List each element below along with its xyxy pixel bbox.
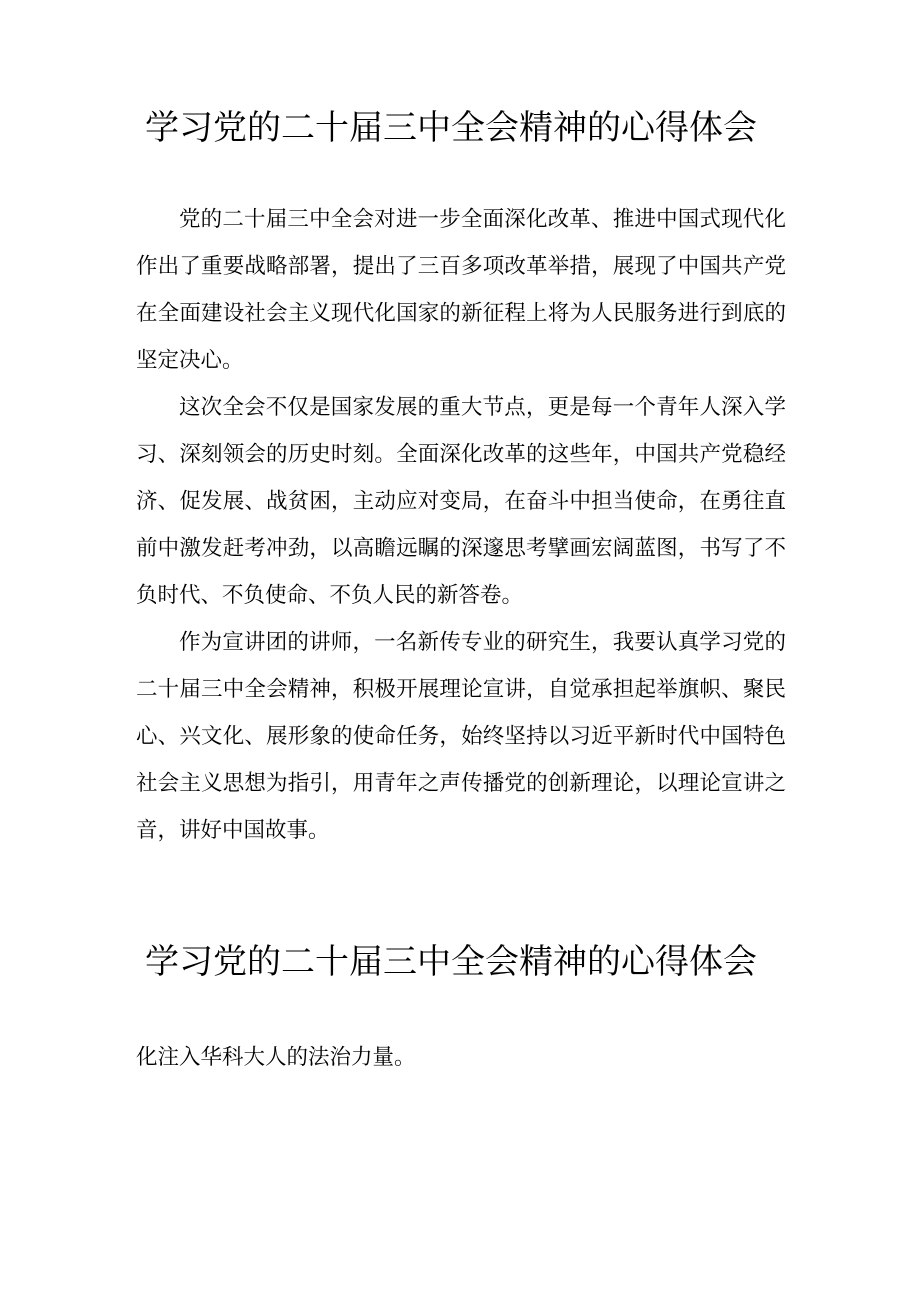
- paragraph-3: 作为宣讲团的讲师，一名新传专业的研究生，我要认真学习党的二十届三中全会精神，积极开展理论宣讲，自觉承担起举旗帜、聚民心、兴文化、展形象的使命任务，始终坚持以习近平新时代中国特色社会主义思想为指引，用青年之声传播党的创新理论，以理论宣讲之音，讲好中国故事。: [136, 630, 786, 843]
- continuation-text: 化注入华科大人的法治力量。: [136, 1045, 416, 1070]
- page-title: 学习党的二十届三中全会精神的心得体会: [145, 108, 757, 148]
- paragraph-2: 这次全会不仅是国家发展的重大节点，更是每一个青年人深入学习、深刻领会的历史时刻。全面深化改革的这些年，中国共产党稳经济、促发展、战贫困，主动应对变局，在奋斗中担当使命，在勇往直前中激发赶考冲劲，以高瞻远瞩的深邃思考擘画宏阔蓝图，书写了不负时代、不负使命、不负人民的新答卷。: [136, 395, 786, 608]
- article-body: [136, 196, 786, 854]
- second-page-title: 学习党的二十届三中全会精神的心得体会: [145, 942, 757, 982]
- paragraph-1: 党的二十届三中全会对进一步全面深化改革、推进中国式现代化作出了重要战略部署，提出了三百多项改革举措，展现了中国共产党在全面建设社会主义现代化国家的新征程上将为人民服务进行到底的坚定决心。: [136, 207, 786, 373]
